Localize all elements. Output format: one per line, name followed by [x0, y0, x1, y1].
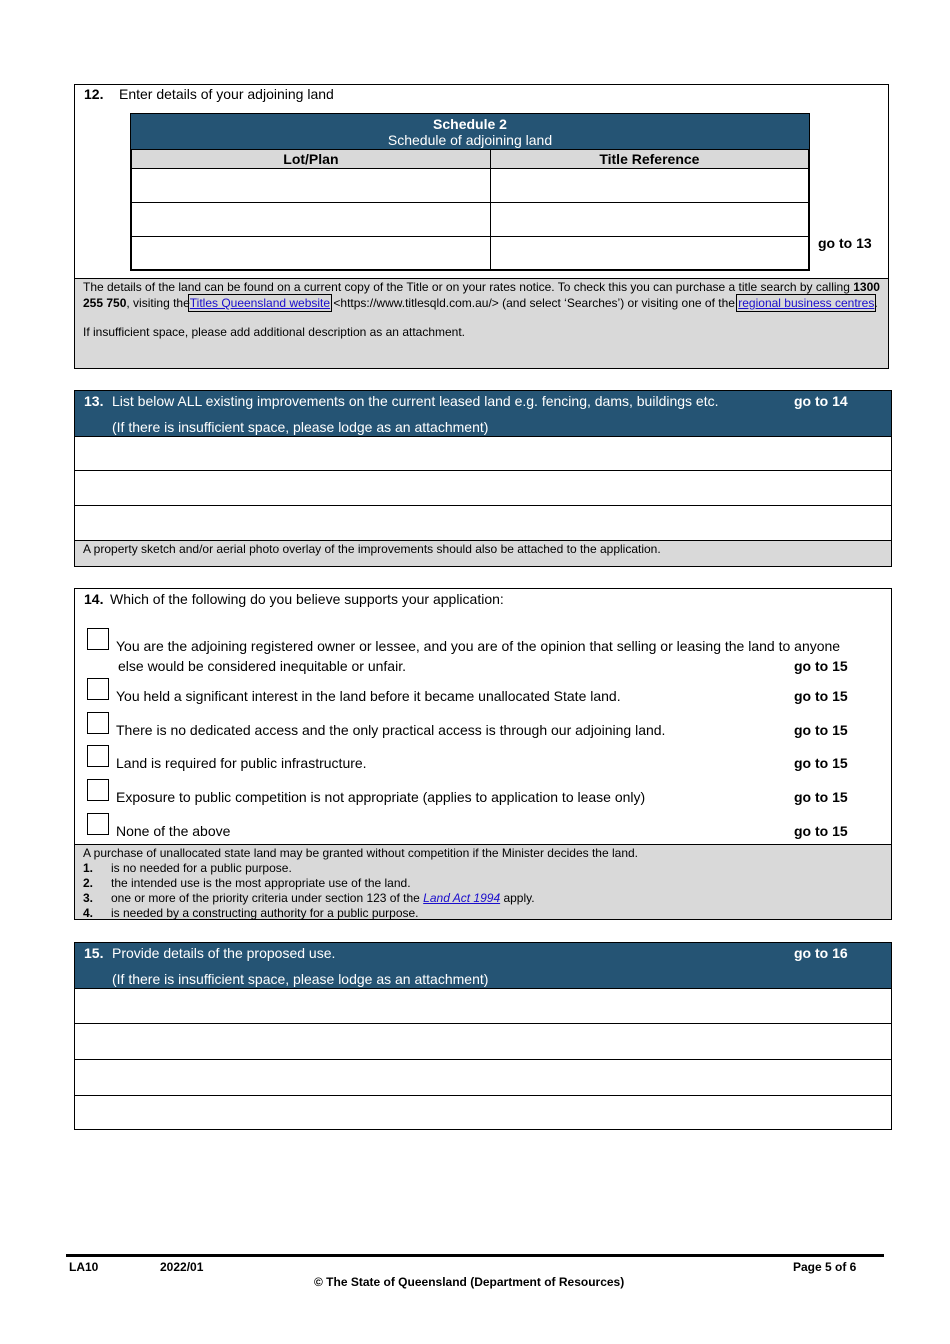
q13-header: [75, 391, 891, 436]
q14-number: 14.: [84, 591, 104, 607]
titles-phone: 1300 255 750: [83, 280, 880, 310]
schedule-title: Schedule 2: [433, 116, 507, 132]
criteria-item-2: [83, 876, 883, 891]
q13-section: [74, 390, 892, 567]
column-header-lot-plan: Lot/Plan: [132, 150, 491, 169]
option-checkbox-1[interactable]: [87, 628, 109, 650]
option-4-goto: go to 15: [794, 755, 848, 771]
proposed-use-input-2[interactable]: [75, 1024, 891, 1058]
q12-note-text: [83, 279, 880, 311]
option-checkbox-3[interactable]: [87, 712, 109, 734]
lot-plan-input-3[interactable]: [132, 237, 491, 270]
option-checkbox-6[interactable]: [87, 813, 109, 835]
schedule-grid: [131, 149, 809, 270]
q13-sublabel: (If there is insufficient space, please lodge as an attachment): [112, 419, 489, 435]
option-4-text: Land is required for public infrastructure.: [116, 755, 367, 771]
q13-label: List below ALL existing improvements on the current leased land e.g. fencing, dams, buildings etc.: [112, 393, 719, 409]
q15-goto: go to 16: [794, 945, 848, 961]
q12-note-part2: , visiting the: [126, 296, 190, 310]
q13-number: 13.: [84, 393, 104, 409]
titles-queensland-link[interactable]: Titles Queensland website: [189, 296, 331, 310]
title-reference-input-3[interactable]: [490, 237, 808, 270]
form-code: LA10: [69, 1260, 99, 1274]
footer-rule: [66, 1254, 884, 1257]
q12-insufficient-note: If insufficient space, please add additional description as an attachment.: [83, 325, 466, 339]
criteria-item-4: [83, 906, 883, 921]
option-checkbox-5[interactable]: [87, 779, 109, 801]
q15-section: [74, 942, 892, 1130]
q15-sublabel: (If there is insufficient space, please lodge as an attachment): [112, 971, 489, 987]
option-5-text: Exposure to public competition is not appropriate (applies to application to lease only): [116, 789, 646, 805]
q12-section: [74, 84, 889, 369]
option-2-goto: go to 15: [794, 688, 848, 704]
lot-plan-input-2[interactable]: [132, 203, 491, 237]
regional-business-centres-link[interactable]: regional business centres: [738, 296, 875, 310]
option-1-line2: else would be considered inequitable or unfair.: [118, 658, 406, 674]
option-1-goto: go to 15: [794, 658, 848, 674]
improvements-input-3[interactable]: [75, 506, 891, 540]
q15-label: Provide details of the proposed use.: [112, 945, 336, 961]
improvements-input-1[interactable]: [75, 437, 891, 470]
q13-note: A property sketch and/or aerial photo overlay of the improvements should also be attached to the application.: [75, 541, 891, 566]
q12-label: Enter details of your adjoining land: [119, 86, 334, 102]
column-header-title-reference: Title Reference: [490, 150, 808, 169]
q15-header: [75, 943, 891, 988]
land-act-1994-link[interactable]: Land Act 1994: [423, 891, 501, 905]
q15-number: 15.: [84, 945, 104, 961]
proposed-use-input-4[interactable]: [75, 1096, 891, 1129]
criteria-text: the intended use is the most appropriate use of the land.: [111, 876, 411, 890]
criteria-item-1: [83, 861, 883, 876]
title-reference-input-2[interactable]: [490, 203, 808, 237]
proposed-use-input-1[interactable]: [75, 989, 891, 1023]
criteria-number: 2.: [83, 876, 94, 890]
q14-section: [74, 588, 892, 920]
option-5-goto: go to 15: [794, 789, 848, 805]
copyright: © The State of Queensland (Department of Resources): [314, 1275, 625, 1289]
option-checkbox-2[interactable]: [87, 678, 109, 700]
q12-number: 12.: [84, 86, 104, 102]
title-reference-input-1[interactable]: [490, 169, 808, 203]
criteria-text: apply.: [500, 891, 535, 905]
schedule-header: [131, 114, 809, 149]
q12-note-part3: <https://www.titlesqld.com.au/> (and select ‘Searches’) or visiting one of the: [330, 296, 739, 310]
option-3-text: There is no dedicated access and the only practical access is through our adjoining land.: [116, 722, 666, 738]
lot-plan-input-1[interactable]: [132, 169, 491, 203]
q14-note-intro: A purchase of unallocated state land may be granted without competition if the Minister decides the land.: [83, 846, 638, 860]
improvements-input-2[interactable]: [75, 471, 891, 505]
criteria-text: one or more of the priority criteria under section 123 of the: [111, 891, 424, 905]
criteria-number: 4.: [83, 906, 94, 920]
q12-note: [75, 278, 888, 368]
option-6-goto: go to 15: [794, 823, 848, 839]
option-2-text: You held a significant interest in the land before it became unallocated State land.: [116, 688, 621, 704]
q14-label: Which of the following do you believe supports your application:: [110, 591, 504, 607]
option-1-line1: You are the adjoining registered owner or lessee, and you are of the opinion that selling or leasing the land to anyone: [116, 638, 841, 654]
proposed-use-input-3[interactable]: [75, 1060, 891, 1094]
criteria-text: is no needed for a public purpose.: [111, 861, 292, 875]
option-checkbox-4[interactable]: [87, 745, 109, 767]
page-number: Page 5 of 6: [793, 1260, 857, 1274]
q14-note: [75, 844, 891, 919]
q12-goto: go to 13: [818, 235, 872, 251]
q12-note-part4: .: [874, 296, 878, 310]
criteria-number: 1.: [83, 861, 94, 875]
option-6-text: None of the above: [116, 823, 231, 839]
form-version: 2022/01: [160, 1260, 204, 1274]
q13-goto: go to 14: [794, 393, 848, 409]
schedule-table: [130, 113, 810, 271]
schedule-subtitle: Schedule of adjoining land: [387, 132, 553, 148]
criteria-number: 3.: [83, 891, 94, 905]
criteria-text: is needed by a constructing authority for a public purpose.: [111, 906, 419, 920]
criteria-item-3: [83, 891, 883, 906]
option-3-goto: go to 15: [794, 722, 848, 738]
q12-note-part1: The details of the land can be found on a current copy of the Title or on your rates notice. To check this you can purchase a title search by calling: [83, 280, 854, 294]
